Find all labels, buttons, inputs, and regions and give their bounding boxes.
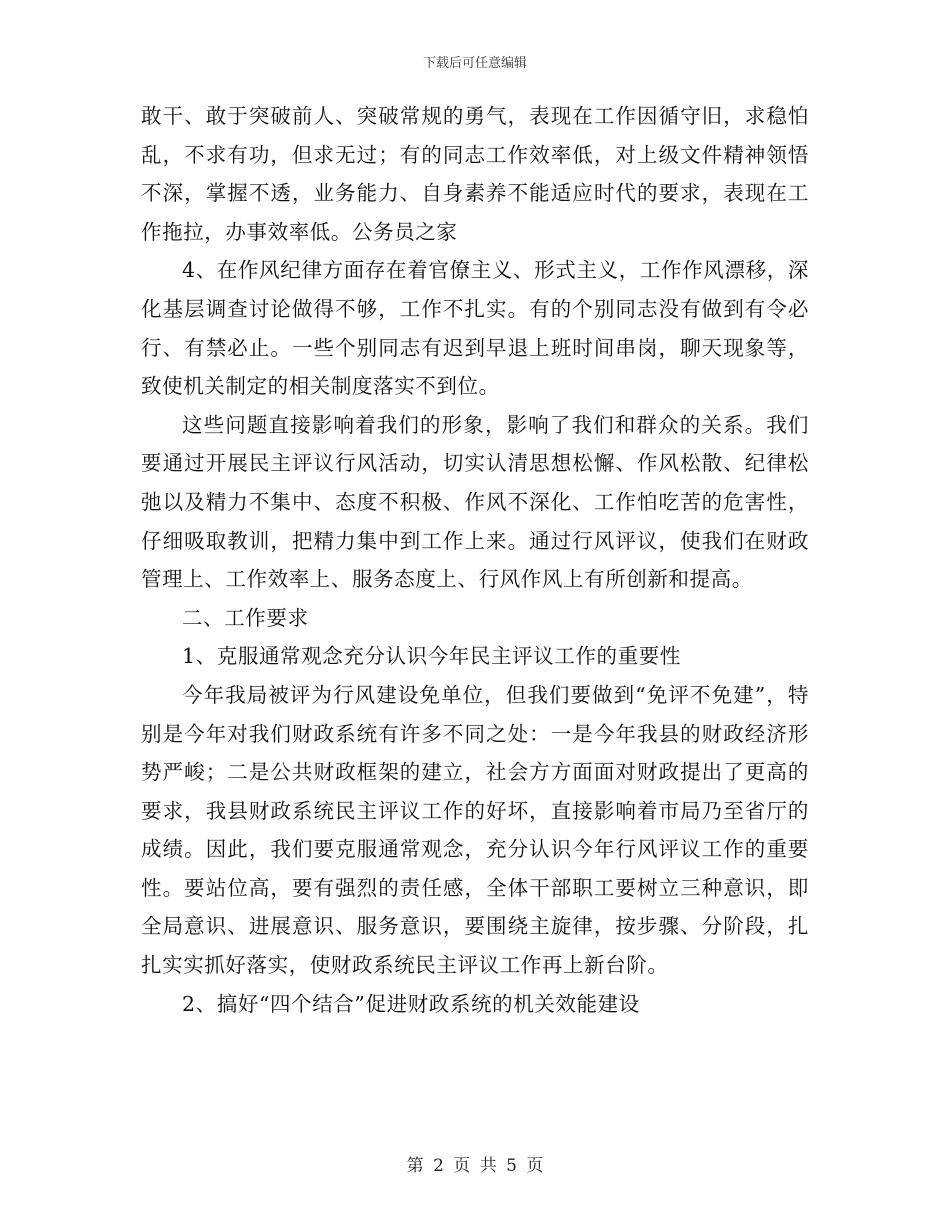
page-number-footer: 第 2 页 共 5 页 [406,1156,544,1176]
paragraph-summary: 这些问题直接影响着我们的形象，影响了我们和群众的关系。我们要通过开展民主评议行风活动，切实认清思想松懈、作风松散、纪律松弛以及精力不集中、态度不积极、作风不深化、工作怕吃苦的危害性，仔细吸取教训，把精力集中到工作上来。通过行风评议，使我们在财政管理上、工作效率上、服务态度上、行风作风上有所创新和提高。 [141,412,809,592]
subheading-2: 2、搞好“四个结合”促进财政系统的机关效能建设 [182,991,640,1016]
paragraph-item-4: 4、在作风纪律方面存在着官僚主义、形式主义，工作作风漂移，深化基层调查讨论做得不够，工作不扎实。有的个别同志没有做到有令必行、有禁必止。一些个别同志有迟到早退上班时间串岗，聊天现象等，致使机关制定的相关制度落实不到位。 [141,258,809,399]
section-heading-work-requirements: 二、工作要求 [182,605,309,630]
paragraph-requirement-1: 今年我局被评为行风建设免单位，但我们要做到“免评不免建”，特别是今年对我们财政系统有许多不同之处：一是今年我县的财政经济形势严峻；二是公共财政框架的建立，社会方方面面对财政提出了更高的要求，我县财政系统民主评议工作的好坏，直接影响着市局乃至省厅的成绩。因此，我们要克服通常观念，充分认识今年行风评议工作的重要性。要站位高，要有强烈的责任感，全体干部职工要树立三种意识，即全局意识、进展意识、服务意识，要围绕主旋律，按步骤、分阶段，扎扎实实抓好落实，使财政系统民主评议工作再上新台阶。 [141,682,809,978]
subheading-1: 1、克服通常观念充分认识今年民主评议工作的重要性 [182,644,681,669]
page-header-note: 下载后可任意编辑 [422,56,527,71]
document-body [141,97,809,1023]
paragraph-continuation: 敢干、敢于突破前人、突破常规的勇气，表现在工作因循守旧，求稳怕乱，不求有功，但求无过；有的同志工作效率低，对上级文件精神领悟不深，掌握不透，业务能力、自身素养不能适应时代的要求，表现在工作拖拉，办事效率低。公务员之家 [141,104,809,244]
